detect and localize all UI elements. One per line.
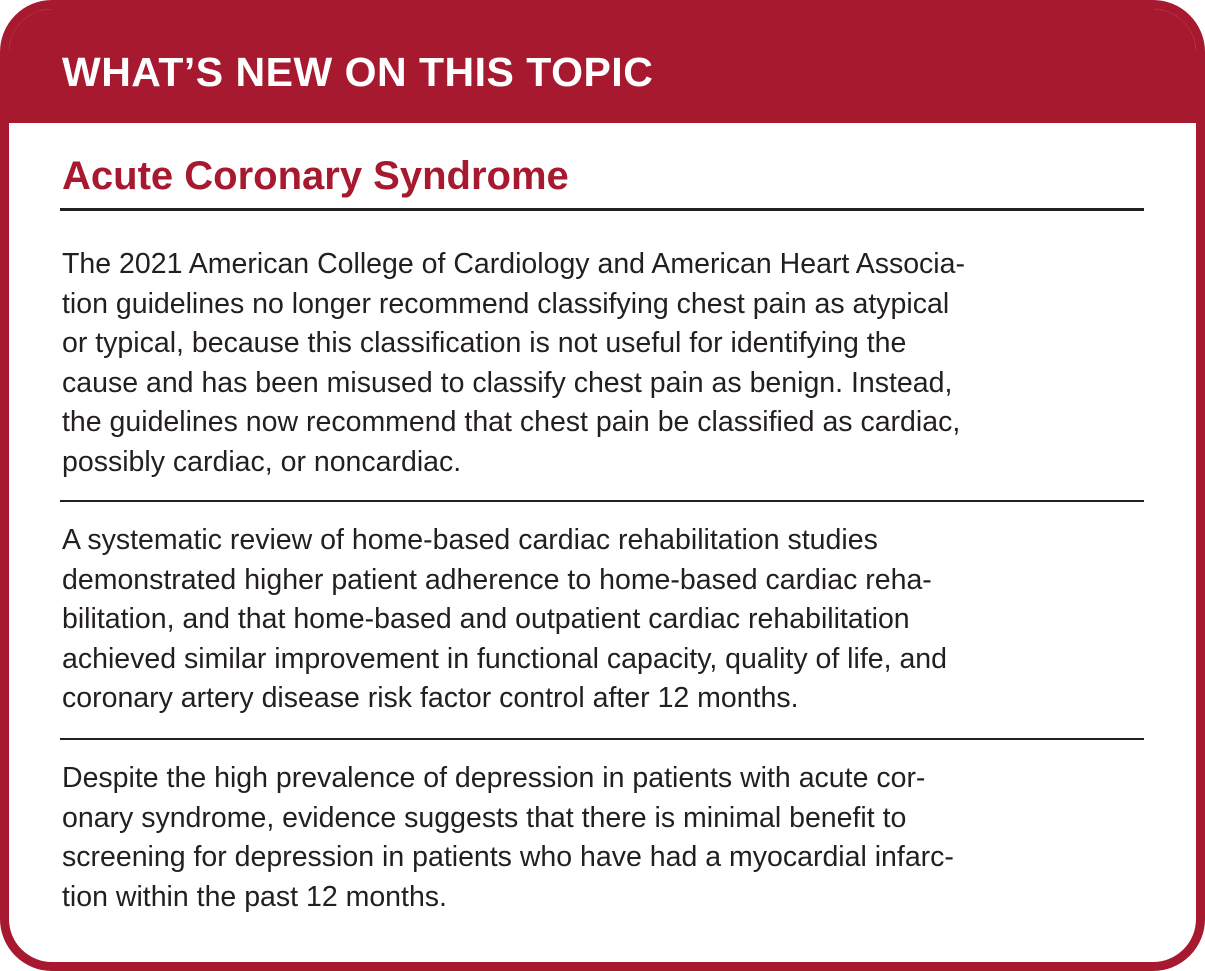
header-title: WHAT’S NEW ON THIS TOPIC [62,49,654,95]
divider [60,738,1144,740]
text-line: A systematic review of home-based cardiac rehabilitation studies [62,524,878,556]
text-line: possibly cardiac, or noncardiac. [62,445,462,478]
header-banner [9,9,1196,123]
topic-title: Acute Coronary Syndrome [62,154,569,198]
text-line: demonstrated higher patient adherence to home-based cardiac reha- [62,563,932,596]
paragraph-3 [62,759,954,917]
text-line: achieved similar improvement in functional capacity, quality of life, and [62,642,947,675]
text-line: onary syndrome, evidence suggests that there is minimal benefit to [62,801,907,834]
paragraph-1 [62,245,965,483]
divider [60,500,1144,502]
title-rule [60,208,1144,211]
text-line: or typical, because this classification is not useful for identifying the [62,327,907,360]
text-line: screening for depression in patients who have had a myocardial infarc- [62,841,954,874]
text-line: coronary artery disease risk factor control after 12 months. [62,682,799,715]
text-line: tion guidelines no longer recommend classifying chest pain as atypical [62,287,950,320]
text-line: bilitation, and that home-based and outpatient cardiac rehabilitation [62,603,910,636]
paragraph-2 [62,521,947,719]
text-line: tion within the past 12 months. [62,880,447,913]
text-line: The 2021 American College of Cardiology and American Heart Associa- [62,248,965,280]
text-line: the guidelines now recommend that chest pain be classified as cardiac, [62,406,961,439]
text-line: cause and has been misused to classify chest pain as benign. Instead, [62,366,953,399]
text-line: Despite the high prevalence of depression in patients with acute cor- [62,762,926,794]
